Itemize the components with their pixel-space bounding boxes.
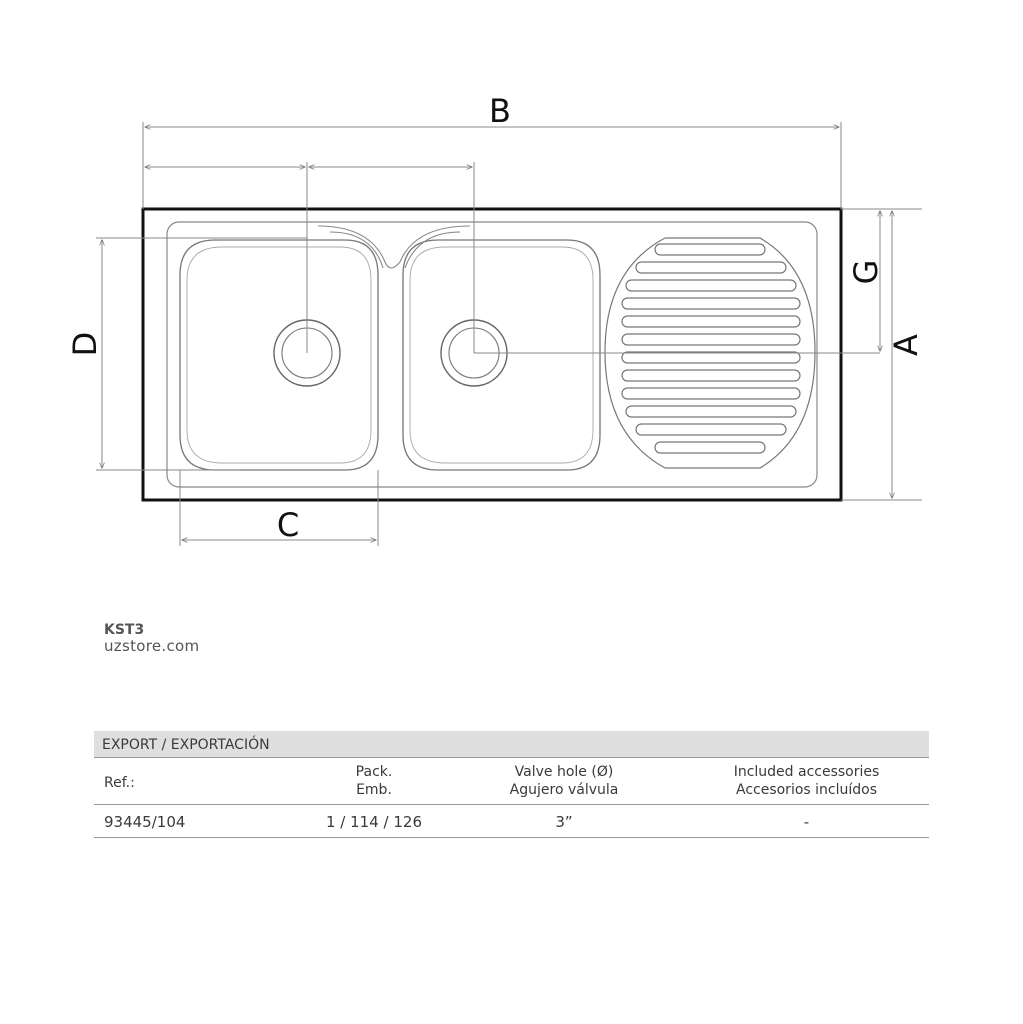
cell-accessories: - <box>803 813 810 831</box>
header-valve-en: Valve hole (Ø) <box>514 764 614 780</box>
export-table <box>94 731 929 838</box>
header-pack-en: Pack. <box>355 764 393 780</box>
dim-label-g: G <box>847 259 885 285</box>
header-accessories-en: Included accessories <box>733 764 880 780</box>
product-code: KST3 <box>104 622 145 638</box>
dim-label-c: C <box>276 506 300 544</box>
header-ref: Ref.: <box>104 775 135 791</box>
sink-outline <box>143 209 841 500</box>
website-link[interactable]: uzstore.com <box>104 637 200 655</box>
dim-label-d: D <box>66 331 104 357</box>
header-pack-es: Emb. <box>356 782 392 798</box>
header-valve-es: Agujero válvula <box>509 782 619 798</box>
header-pack <box>324 763 424 799</box>
header-valve <box>479 763 649 799</box>
cell-valve: 3” <box>555 813 573 831</box>
dim-label-b: B <box>489 92 511 130</box>
left-bowl <box>180 240 378 470</box>
cell-pack: 1 / 114 / 126 <box>326 813 422 831</box>
table-header-row <box>94 758 929 805</box>
table-section-title: EXPORT / EXPORTACIÓN <box>94 731 929 758</box>
header-accessories-es: Accesorios incluídos <box>735 782 877 798</box>
header-accessories <box>704 763 909 799</box>
dim-label-a: A <box>887 334 925 356</box>
cell-ref: 93445/104 <box>104 813 186 831</box>
right-bowl <box>403 240 600 470</box>
table-row <box>94 805 929 838</box>
